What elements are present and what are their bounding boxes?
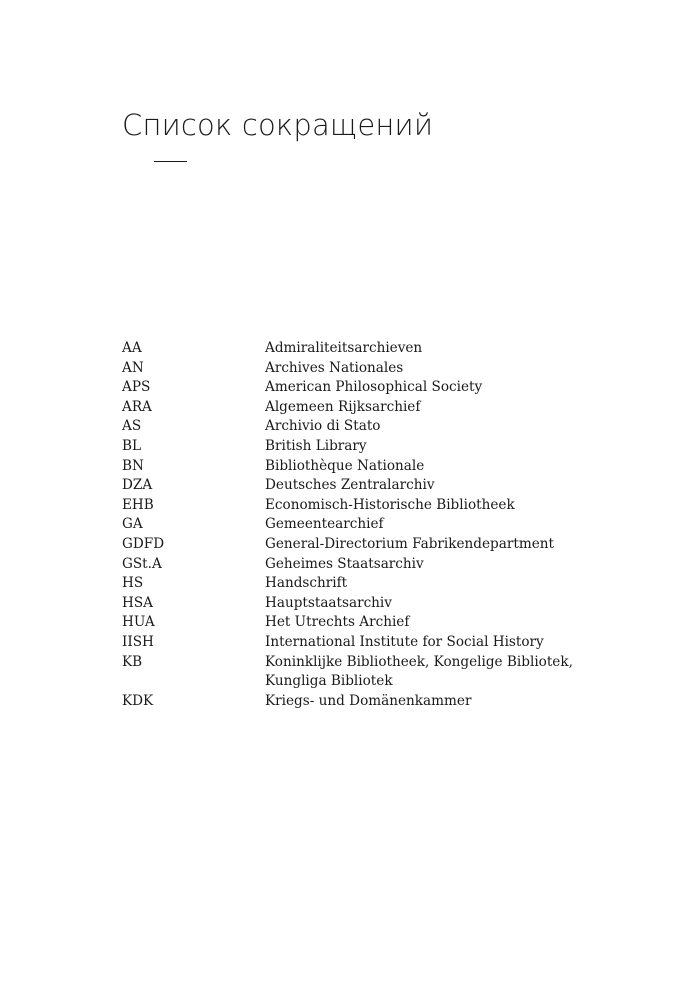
page-title: Список сокращений [122,108,434,142]
abbreviation-expansion-line: International Institute for Social History [265,633,544,650]
abbreviation-code: IISH [122,633,154,650]
title-underline [154,161,187,162]
abbreviation-expansion [265,633,572,653]
abbreviation-expansion [265,555,572,575]
abbreviation-expansion-line: American Philosophical Society [265,379,483,396]
abbreviation-row [122,417,572,437]
abbreviation-code: BN [122,457,144,474]
abbreviation-expansion [265,339,572,359]
abbreviation-expansion-line: Admiraliteitsarchieven [265,340,423,356]
abbreviation-expansion [265,653,573,692]
abbreviation-expansion-line: Gemeentearchief [265,516,384,533]
abbreviation-row [122,653,572,692]
abbreviation-expansion-line: Geheimes Staatsarchiv [265,555,424,572]
abbreviation-expansion-line: Hauptstaatsarchiv [265,594,392,611]
abbreviation-row [122,574,572,594]
abbreviation-code: AS [122,418,142,435]
abbreviation-list [122,339,572,711]
abbreviation-expansion-line: Kriegs- und Domänenkammer [265,692,472,709]
abbreviation-row [122,633,572,653]
abbreviation-expansion-line: Kungliga Bibliotek [265,673,393,690]
abbreviation-row [122,535,572,555]
abbreviation-code: APS [122,379,151,396]
abbreviation-expansion [265,594,572,614]
abbreviation-expansion [265,574,572,594]
abbreviation-code: AA [122,340,142,356]
abbreviation-expansion-line: General-Directorium Fabrikendepartment [265,535,554,552]
abbreviation-row [122,613,572,633]
abbreviation-row [122,555,572,575]
abbreviation-expansion [265,378,572,398]
abbreviation-expansion-line: Koninklijke Bibliotheek, Kongelige Bibliotek, [265,653,573,670]
abbreviation-code: KDK [122,692,154,709]
abbreviation-expansion [265,437,572,457]
abbreviation-expansion [265,359,572,379]
abbreviation-row [122,378,572,398]
abbreviation-expansion [265,515,572,535]
abbreviation-row [122,359,572,379]
abbreviation-expansion-line: Algemeen Rijksarchief [265,398,421,415]
abbreviation-expansion [265,476,572,496]
abbreviation-code: DZA [122,477,153,494]
abbreviation-code: AN [122,359,144,376]
abbreviation-row [122,496,572,516]
abbreviation-code: GSt.A [122,555,162,572]
abbreviation-row [122,339,572,359]
abbreviation-expansion [265,535,572,555]
abbreviation-code: KB [122,653,143,670]
abbreviation-expansion-line: Bibliothèque Nationale [265,457,425,474]
abbreviation-code: HUA [122,614,155,631]
abbreviation-row [122,594,572,614]
abbreviation-expansion [265,398,572,418]
abbreviation-expansion-line: Archives Nationales [265,359,404,376]
abbreviation-expansion [265,496,572,516]
abbreviation-row [122,398,572,418]
abbreviation-expansion [265,457,572,477]
abbreviation-code: HS [122,575,144,592]
abbreviation-code: BL [122,437,142,454]
abbreviation-expansion [265,692,572,712]
abbreviation-expansion-line: Archivio di Stato [265,418,381,435]
abbreviation-code: ARA [122,398,152,415]
abbreviation-row [122,457,572,477]
abbreviation-code: EHB [122,496,154,513]
abbreviation-row [122,437,572,457]
abbreviation-expansion-line: Het Utrechts Archief [265,614,410,631]
abbreviation-row [122,476,572,496]
abbreviation-expansion-line: Deutsches Zentralarchiv [265,477,435,494]
abbreviation-row [122,515,572,535]
abbreviation-expansion [265,417,572,437]
abbreviation-expansion-line: Handschrift [265,575,348,592]
abbreviation-code: GA [122,516,143,533]
abbreviation-expansion-line: Economisch-Historische Bibliotheek [265,496,515,513]
abbreviation-row [122,692,572,712]
abbreviation-expansion-line: British Library [265,437,367,454]
abbreviation-code: GDFD [122,535,165,552]
abbreviation-expansion [265,613,572,633]
abbreviation-code: HSA [122,594,153,611]
